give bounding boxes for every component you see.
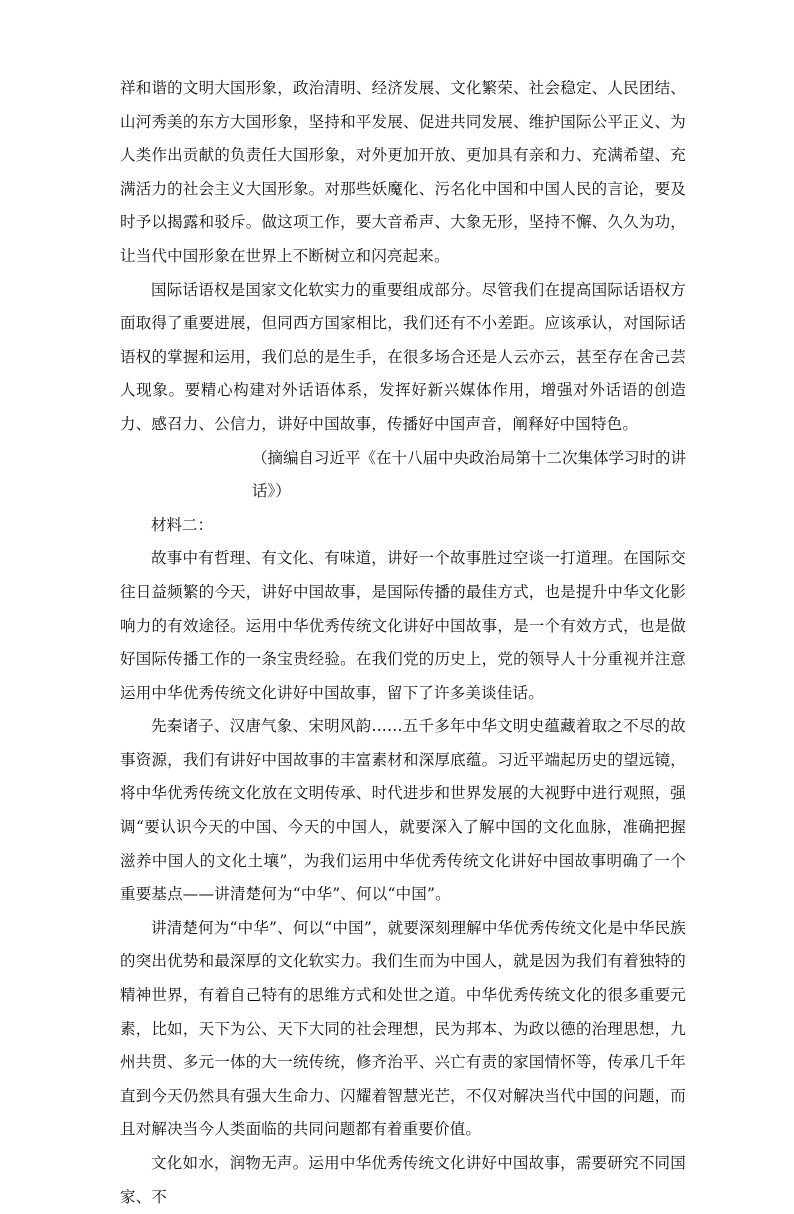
material-label: 材料二： xyxy=(151,515,214,534)
source-note: （摘编自习近平《在十八届中央政治局第十二次集体学习时的讲话》） xyxy=(252,448,687,501)
paragraph-stories: 故事中有哲理、有文化、有味道，讲好一个故事胜过空谈一打道理。在国际交往日益频繁的今天，讲好中国故事，是国际传播的最佳方式，也是提升中华文化影响力的有效途径。运用中华优秀传统文化讲好中国故事，是一个有效方式，也是做好国际传播工作的一条宝贵经验。在我们党的历史上，党的领导人十分重视并注意运用中华优秀传统文化讲好中国故事，留下了许多美谈佳话。 xyxy=(120,549,686,702)
paragraph-culture-water: 文化如水，润物无声。运用中华优秀传统文化讲好中国故事，需要研究不同国家、不 xyxy=(120,1154,686,1206)
paragraph-continued: 祥和谐的文明大国形象，政治清明、经济发展、文化繁荣、社会稳定、人民团结、山河秀美的东方大国形象，坚持和平发展、促进共同发展、维护国际公平正义、为人类作出贡献的负责任大国形象，对外更加开放、更加具有亲和力、充满希望、充满活力的社会主义大国形象。对那些妖魔化、污名化中国和中国人民的言论，要及时予以揭露和驳斥。做这项工作，要大音希声、大象无形，坚持不懈、久久为功，让当代中国形象在世界上不断树立和闪亮起来。 xyxy=(120,79,686,265)
paragraph-china-meaning: 讲清楚何为“中华”、何以“中国”，就要深刻理解中华优秀传统文化是中华民族的突出优势和最深厚的文化软实力。我们生而为中国人，就是因为我们有着独特的精神世界，有着自己特有的思维方式和处世之道。中华优秀传统文化的很多重要元素，比如，天下为公、天下大同的社会理想，民为邦本、为政以德的治理思想，九州共贯、多元一体的大一统传统，修齐治平、兴亡有责的家国情怀等，传承几千年直到今天仍然具有强大生命力、闪耀着智慧光芒，不仅对解决当代中国的问题，而且对解决当今人类面临的共同问题都有着重要价值。 xyxy=(120,918,686,1139)
paragraph-discourse-power: 国际话语权是国家文化软实力的重要组成部分。尽管我们在提高国际话语权方面取得了重要进展，但同西方国家相比，我们还有不小差距。应该承认，对国际话语权的掌握和运用，我们总的是生手，在很多场合还是人云亦云，甚至存在舍己芸人现象。要精心构建对外话语体系，发挥好新兴媒体作用，增强对外话语的创造力、感召力、公信力，讲好中国故事，传播好中国声音，阐释好中国特色。 xyxy=(120,280,686,433)
paragraph-cultural-resources: 先秦诸子、汉唐气象、宋明风韵……五千多年中华文明史蕴藏着取之不尽的故事资源，我们有讲好中国故事的丰富素材和深厚底蕴。习近平端起历史的望远镜，将中华优秀传统文化放在文明传承、时代进步和世界发展的大视野中进行观照，强调“要认识今天的中国、今天的中国人，就要深入了解中国的文化血脉，准确把握滋养中国人的文化土壤”，为我们运用中华优秀传统文化讲好中国故事明确了一个重要基点——讲清楚何为“中华”、何以“中国”。 xyxy=(120,717,686,904)
